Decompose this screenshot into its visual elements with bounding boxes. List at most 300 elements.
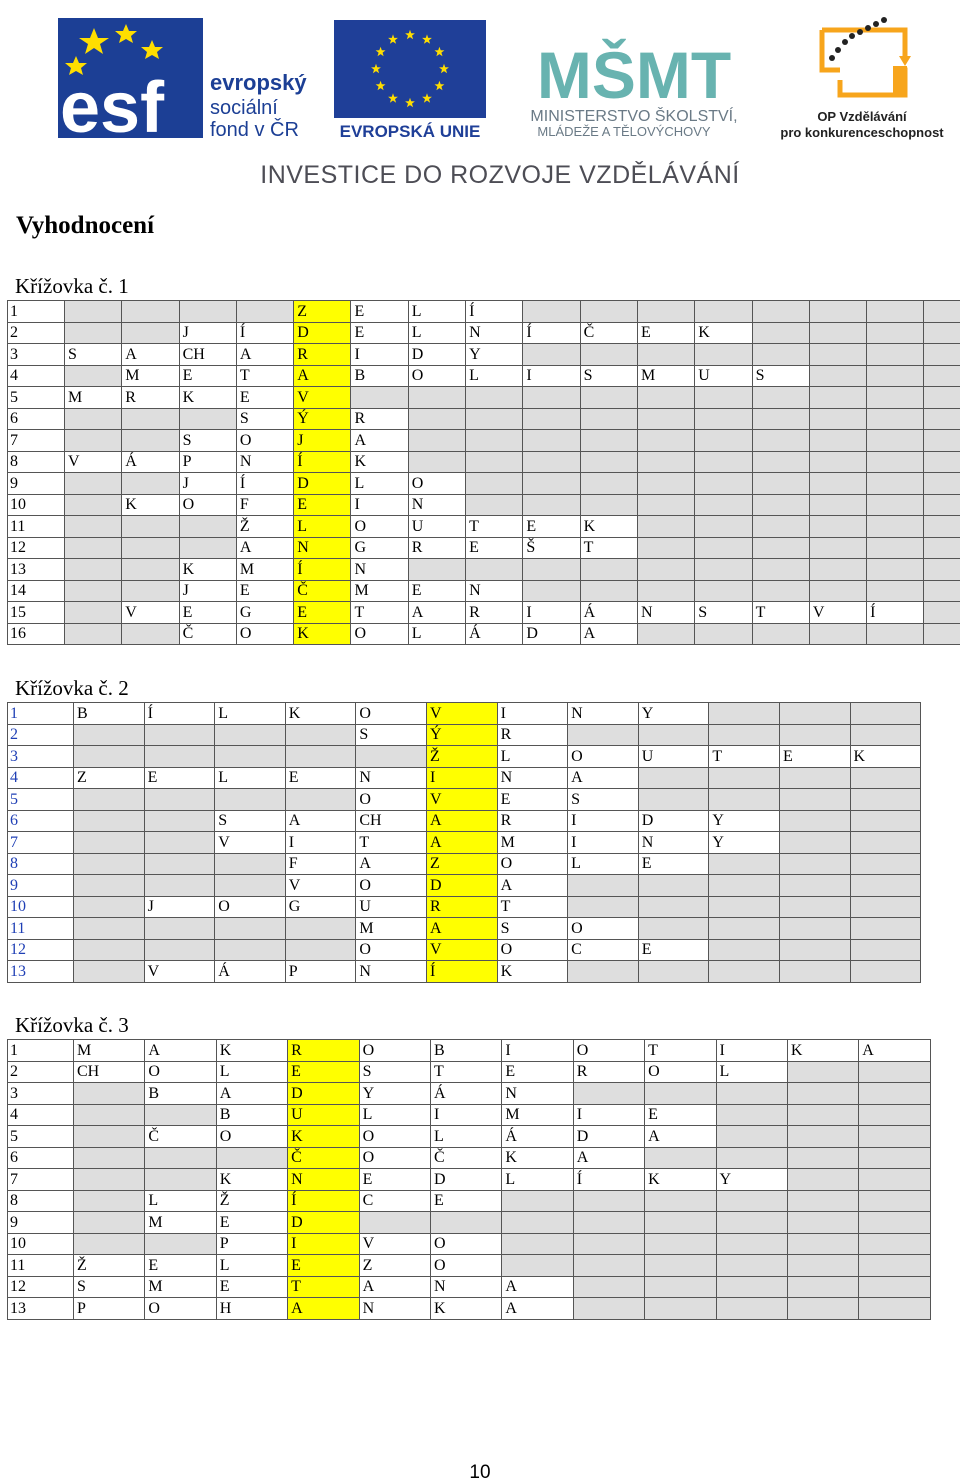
empty-cell: [215, 853, 286, 875]
letter-cell: M: [122, 365, 179, 387]
page-title: Vyhodnocení: [16, 212, 155, 239]
empty-cell: [867, 430, 924, 452]
table-row: [8, 494, 960, 516]
empty-cell: [638, 875, 709, 897]
letter-cell: E: [466, 537, 523, 559]
row-number: 1: [8, 301, 65, 323]
row-number: 12: [8, 1276, 74, 1298]
empty-cell: [859, 1212, 930, 1234]
empty-cell: [580, 408, 637, 430]
empty-cell: [645, 1190, 716, 1212]
empty-cell: [285, 746, 356, 768]
letter-cell: R: [122, 387, 179, 409]
letter-cell: D: [408, 344, 465, 366]
letter-cell: O: [497, 853, 568, 875]
row-number: 2: [8, 1061, 74, 1083]
svg-text:sociální: sociální: [210, 97, 278, 119]
empty-cell: [752, 301, 809, 323]
letter-cell: O: [573, 1040, 644, 1062]
solution-cell: Ý: [294, 408, 351, 430]
empty-cell: [924, 602, 960, 624]
letter-cell: P: [179, 451, 236, 473]
letter-cell: E: [216, 1212, 287, 1234]
empty-cell: [74, 1212, 145, 1234]
letter-cell: T: [351, 602, 408, 624]
empty-cell: [809, 451, 866, 473]
empty-cell: [809, 408, 866, 430]
empty-cell: [709, 918, 780, 940]
letter-cell: E: [638, 939, 709, 961]
table-row: [8, 1298, 931, 1320]
empty-cell: [466, 494, 523, 516]
empty-cell: [122, 473, 179, 495]
empty-cell: [924, 408, 960, 430]
letter-cell: O: [359, 1126, 430, 1148]
svg-text:esf: esf: [60, 68, 165, 148]
letter-cell: A: [502, 1276, 573, 1298]
row-number: 10: [8, 896, 74, 918]
empty-cell: [122, 516, 179, 538]
empty-cell: [716, 1190, 787, 1212]
empty-cell: [645, 1255, 716, 1277]
empty-cell: [809, 516, 866, 538]
empty-cell: [573, 1233, 644, 1255]
letter-cell: Á: [580, 602, 637, 624]
empty-cell: [523, 344, 580, 366]
eu-logo: [334, 20, 486, 141]
letter-cell: K: [216, 1169, 287, 1191]
letter-cell: Y: [359, 1083, 430, 1105]
table-row: [8, 724, 921, 746]
empty-cell: [637, 408, 694, 430]
empty-cell: [752, 537, 809, 559]
empty-cell: [523, 559, 580, 581]
empty-cell: [638, 918, 709, 940]
table-row: [8, 516, 960, 538]
letter-cell: Y: [709, 832, 780, 854]
empty-cell: [145, 1104, 216, 1126]
row-number: 5: [8, 387, 65, 409]
letter-cell: L: [215, 703, 286, 725]
letter-cell: Ž: [216, 1190, 287, 1212]
row-number: 13: [8, 961, 74, 983]
table-row: [8, 1255, 931, 1277]
letter-cell: D: [573, 1126, 644, 1148]
empty-cell: [466, 430, 523, 452]
letter-cell: E: [236, 580, 293, 602]
empty-cell: [638, 767, 709, 789]
letter-cell: N: [638, 832, 709, 854]
empty-cell: [638, 789, 709, 811]
empty-cell: [408, 430, 465, 452]
letter-cell: Á: [430, 1083, 501, 1105]
letter-cell: F: [236, 494, 293, 516]
letter-cell: O: [351, 623, 408, 645]
empty-cell: [867, 537, 924, 559]
empty-cell: [580, 580, 637, 602]
row-number: 6: [8, 810, 74, 832]
empty-cell: [408, 387, 465, 409]
empty-cell: [850, 832, 921, 854]
letter-cell: O: [408, 365, 465, 387]
empty-cell: [867, 473, 924, 495]
solution-cell: E: [294, 602, 351, 624]
empty-cell: [351, 387, 408, 409]
letter-cell: M: [497, 832, 568, 854]
table-row: [8, 408, 960, 430]
letter-cell: T: [580, 537, 637, 559]
letter-cell: L: [215, 767, 286, 789]
empty-cell: [74, 961, 145, 983]
row-number: 12: [8, 939, 74, 961]
empty-cell: [779, 703, 850, 725]
empty-cell: [779, 961, 850, 983]
empty-cell: [74, 724, 145, 746]
solution-cell: R: [288, 1040, 359, 1062]
empty-cell: [408, 408, 465, 430]
empty-cell: [695, 408, 752, 430]
letter-cell: J: [144, 896, 215, 918]
solution-cell: Ý: [426, 724, 497, 746]
letter-cell: O: [430, 1255, 501, 1277]
crossword-2-title: Křížovka č. 2: [15, 676, 129, 700]
empty-cell: [787, 1061, 858, 1083]
letter-cell: K: [580, 516, 637, 538]
empty-cell: [752, 322, 809, 344]
letter-cell: S: [236, 408, 293, 430]
letter-cell: L: [430, 1126, 501, 1148]
empty-cell: [695, 344, 752, 366]
solution-cell: E: [294, 494, 351, 516]
empty-cell: [568, 896, 639, 918]
letter-cell: E: [523, 516, 580, 538]
letter-cell: L: [351, 473, 408, 495]
letter-cell: E: [145, 1255, 216, 1277]
empty-cell: [74, 810, 145, 832]
empty-cell: [637, 473, 694, 495]
empty-cell: [580, 559, 637, 581]
letter-cell: T: [645, 1040, 716, 1062]
empty-cell: [709, 875, 780, 897]
letter-cell: O: [145, 1061, 216, 1083]
letter-cell: P: [285, 961, 356, 983]
empty-cell: [573, 1276, 644, 1298]
row-number: 7: [8, 832, 74, 854]
letter-cell: C: [359, 1190, 430, 1212]
solution-cell: K: [294, 623, 351, 645]
empty-cell: [809, 344, 866, 366]
empty-cell: [74, 1126, 145, 1148]
empty-cell: [179, 537, 236, 559]
solution-cell: D: [288, 1083, 359, 1105]
table-row: [8, 789, 921, 811]
empty-cell: [787, 1255, 858, 1277]
letter-cell: E: [638, 853, 709, 875]
empty-cell: [924, 623, 960, 645]
row-number: 9: [8, 875, 74, 897]
solution-cell: Í: [288, 1190, 359, 1212]
table-row: [8, 961, 921, 983]
empty-cell: [466, 387, 523, 409]
letter-cell: Č: [430, 1147, 501, 1169]
table-row: [8, 1061, 931, 1083]
empty-cell: [523, 387, 580, 409]
row-number: 16: [8, 623, 65, 645]
row-number: 1: [8, 703, 74, 725]
letter-cell: H: [216, 1298, 287, 1320]
empty-cell: [523, 580, 580, 602]
letter-cell: E: [144, 767, 215, 789]
empty-cell: [752, 580, 809, 602]
solution-cell: R: [294, 344, 351, 366]
table-row: [8, 301, 960, 323]
letter-cell: V: [122, 602, 179, 624]
row-number: 8: [8, 1190, 74, 1212]
empty-cell: [638, 724, 709, 746]
solution-cell: V: [426, 789, 497, 811]
row-number: 4: [8, 365, 65, 387]
empty-cell: [144, 875, 215, 897]
empty-cell: [580, 451, 637, 473]
empty-cell: [523, 494, 580, 516]
svg-text:MLÁDEŽE A TĚLOVÝCHOVY: MLÁDEŽE A TĚLOVÝCHOVY: [537, 124, 711, 139]
letter-cell: L: [716, 1061, 787, 1083]
empty-cell: [580, 430, 637, 452]
empty-cell: [638, 896, 709, 918]
empty-cell: [850, 810, 921, 832]
letter-cell: A: [645, 1126, 716, 1148]
empty-cell: [859, 1083, 930, 1105]
empty-cell: [74, 939, 145, 961]
solution-cell: T: [288, 1276, 359, 1298]
solution-cell: A: [294, 365, 351, 387]
letter-cell: O: [568, 746, 639, 768]
solution-cell: Č: [294, 580, 351, 602]
letter-cell: N: [466, 580, 523, 602]
row-number: 14: [8, 580, 65, 602]
letter-cell: K: [497, 961, 568, 983]
row-number: 2: [8, 322, 65, 344]
solution-cell: N: [288, 1169, 359, 1191]
empty-cell: [752, 473, 809, 495]
letter-cell: S: [179, 430, 236, 452]
letter-cell: M: [637, 365, 694, 387]
row-number: 3: [8, 344, 65, 366]
letter-cell: S: [568, 789, 639, 811]
slogan: INVESTICE DO ROZVOJE VZDĚLÁVÁNÍ: [260, 161, 740, 189]
empty-cell: [867, 494, 924, 516]
empty-cell: [779, 875, 850, 897]
solution-cell: D: [294, 322, 351, 344]
empty-cell: [408, 451, 465, 473]
letter-cell: Ž: [236, 516, 293, 538]
empty-cell: [74, 1169, 145, 1191]
empty-cell: [65, 602, 122, 624]
empty-cell: [695, 494, 752, 516]
letter-cell: G: [351, 537, 408, 559]
letter-cell: R: [573, 1061, 644, 1083]
letter-cell: O: [216, 1126, 287, 1148]
empty-cell: [65, 322, 122, 344]
letter-cell: I: [502, 1040, 573, 1062]
empty-cell: [809, 322, 866, 344]
row-number: 3: [8, 1083, 74, 1105]
empty-cell: [924, 516, 960, 538]
solution-cell: U: [288, 1104, 359, 1126]
empty-cell: [74, 746, 145, 768]
letter-cell: A: [359, 1276, 430, 1298]
letter-cell: Y: [466, 344, 523, 366]
solution-cell: A: [426, 832, 497, 854]
table-row: [8, 703, 921, 725]
empty-cell: [65, 365, 122, 387]
letter-cell: Y: [638, 703, 709, 725]
letter-cell: N: [356, 961, 427, 983]
letter-cell: A: [580, 623, 637, 645]
row-number: 9: [8, 1212, 74, 1234]
empty-cell: [809, 623, 866, 645]
letter-cell: I: [568, 832, 639, 854]
letter-cell: O: [359, 1147, 430, 1169]
letter-cell: E: [216, 1276, 287, 1298]
empty-cell: [215, 746, 286, 768]
row-number: 13: [8, 1298, 74, 1320]
table-row: [8, 1233, 931, 1255]
empty-cell: [74, 1233, 145, 1255]
letter-cell: J: [179, 322, 236, 344]
empty-cell: [709, 896, 780, 918]
solution-cell: L: [294, 516, 351, 538]
table-row: [8, 875, 921, 897]
empty-cell: [580, 494, 637, 516]
solution-cell: I: [288, 1233, 359, 1255]
empty-cell: [695, 473, 752, 495]
empty-cell: [867, 344, 924, 366]
letter-cell: N: [408, 494, 465, 516]
letter-cell: E: [179, 602, 236, 624]
letter-cell: K: [695, 322, 752, 344]
header-logos: [0, 0, 960, 200]
solution-cell: D: [288, 1212, 359, 1234]
empty-cell: [695, 387, 752, 409]
letter-cell: V: [285, 875, 356, 897]
empty-cell: [637, 516, 694, 538]
empty-cell: [580, 301, 637, 323]
empty-cell: [573, 1212, 644, 1234]
empty-cell: [809, 387, 866, 409]
empty-cell: [144, 939, 215, 961]
empty-cell: [716, 1126, 787, 1148]
empty-cell: [179, 516, 236, 538]
empty-cell: [502, 1233, 573, 1255]
empty-cell: [74, 1190, 145, 1212]
row-number: 1: [8, 1040, 74, 1062]
letter-cell: R: [466, 602, 523, 624]
solution-cell: Ž: [426, 746, 497, 768]
empty-cell: [568, 724, 639, 746]
letter-cell: S: [356, 724, 427, 746]
row-number: 11: [8, 918, 74, 940]
empty-cell: [356, 746, 427, 768]
letter-cell: L: [216, 1061, 287, 1083]
letter-cell: O: [356, 789, 427, 811]
table-row: [8, 322, 960, 344]
letter-cell: S: [580, 365, 637, 387]
letter-cell: L: [408, 301, 465, 323]
empty-cell: [787, 1083, 858, 1105]
empty-cell: [779, 767, 850, 789]
empty-cell: [645, 1212, 716, 1234]
table-row: [8, 1190, 931, 1212]
letter-cell: R: [351, 408, 408, 430]
letter-cell: I: [568, 810, 639, 832]
empty-cell: [809, 559, 866, 581]
letter-cell: E: [351, 301, 408, 323]
empty-cell: [215, 939, 286, 961]
letter-cell: S: [752, 365, 809, 387]
svg-text:evropský: evropský: [210, 70, 307, 95]
empty-cell: [850, 789, 921, 811]
op-logo: [780, 17, 944, 140]
empty-cell: [74, 1147, 145, 1169]
empty-cell: [466, 408, 523, 430]
empty-cell: [709, 961, 780, 983]
empty-cell: [216, 1147, 287, 1169]
letter-cell: A: [859, 1040, 930, 1062]
letter-cell: E: [351, 322, 408, 344]
letter-cell: Í: [144, 703, 215, 725]
empty-cell: [752, 451, 809, 473]
letter-cell: N: [466, 322, 523, 344]
empty-cell: [144, 810, 215, 832]
letter-cell: R: [497, 724, 568, 746]
empty-cell: [65, 623, 122, 645]
letter-cell: A: [497, 875, 568, 897]
table-row: [8, 832, 921, 854]
empty-cell: [695, 301, 752, 323]
empty-cell: [695, 516, 752, 538]
letter-cell: T: [356, 832, 427, 854]
empty-cell: [779, 810, 850, 832]
row-number: 11: [8, 1255, 74, 1277]
letter-cell: N: [497, 767, 568, 789]
letter-cell: CH: [179, 344, 236, 366]
empty-cell: [695, 580, 752, 602]
empty-cell: [850, 896, 921, 918]
letter-cell: L: [216, 1255, 287, 1277]
empty-cell: [122, 408, 179, 430]
solution-cell: A: [426, 810, 497, 832]
letter-cell: U: [638, 746, 709, 768]
empty-cell: [122, 430, 179, 452]
letter-cell: I: [523, 602, 580, 624]
solution-cell: Í: [294, 451, 351, 473]
letter-cell: N: [356, 767, 427, 789]
letter-cell: T: [752, 602, 809, 624]
empty-cell: [867, 559, 924, 581]
empty-cell: [637, 451, 694, 473]
empty-cell: [859, 1276, 930, 1298]
letter-cell: O: [236, 623, 293, 645]
empty-cell: [716, 1083, 787, 1105]
letter-cell: N: [637, 602, 694, 624]
empty-cell: [645, 1233, 716, 1255]
empty-cell: [580, 344, 637, 366]
empty-cell: [74, 1083, 145, 1105]
table-row: [8, 896, 921, 918]
empty-cell: [867, 365, 924, 387]
solution-cell: V: [426, 703, 497, 725]
